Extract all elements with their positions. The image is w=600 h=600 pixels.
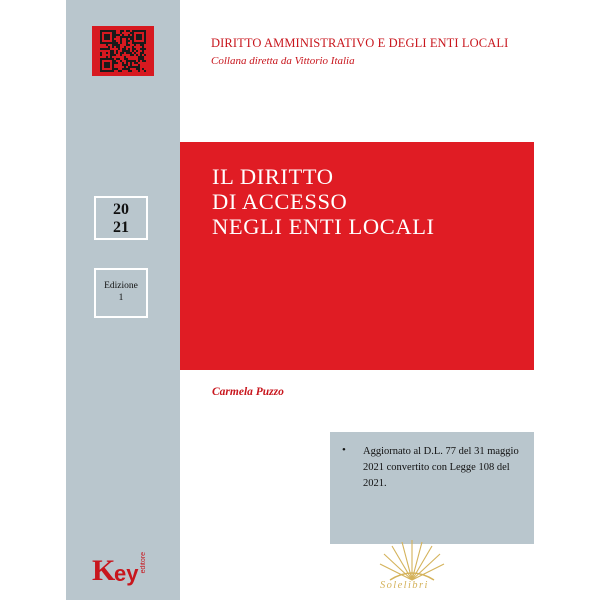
edition-label: Edizione (104, 281, 138, 291)
book-title-line-1: IL DIRITTO (212, 164, 334, 189)
solelibri-logo (372, 540, 452, 598)
book-title-line-3: NEGLI ENTI LOCALI (212, 214, 435, 239)
year-badge (94, 196, 148, 240)
series-subtitle: Collana diretta da Vittorio Italia (211, 55, 355, 67)
update-note-text: Aggiornato al D.L. 77 del 31 maggio 2021 convertito con Legge 108 del 2021. (363, 446, 519, 489)
sun-rays-icon (372, 540, 452, 582)
logo-key-ey: ey (114, 561, 139, 586)
qr-code-icon (92, 26, 154, 76)
logo-key-editore: editore (140, 552, 147, 574)
book-title (212, 164, 435, 239)
edition-badge (94, 268, 148, 318)
year-top: 20 (113, 201, 129, 218)
update-note-box (330, 432, 534, 544)
key-editore-logo (92, 552, 152, 592)
solelibri-label: Solelibri (380, 580, 429, 591)
edition-number: 1 (118, 293, 124, 303)
bullet-icon: • (342, 444, 346, 456)
logo-key-k: K (92, 554, 116, 587)
author-name: Carmela Puzzo (212, 386, 284, 398)
book-title-line-2: DI ACCESSO (212, 189, 348, 214)
year-bottom: 21 (113, 219, 129, 236)
series-title: DIRITTO AMMINISTRATIVO E DEGLI ENTI LOCALI (211, 36, 509, 50)
